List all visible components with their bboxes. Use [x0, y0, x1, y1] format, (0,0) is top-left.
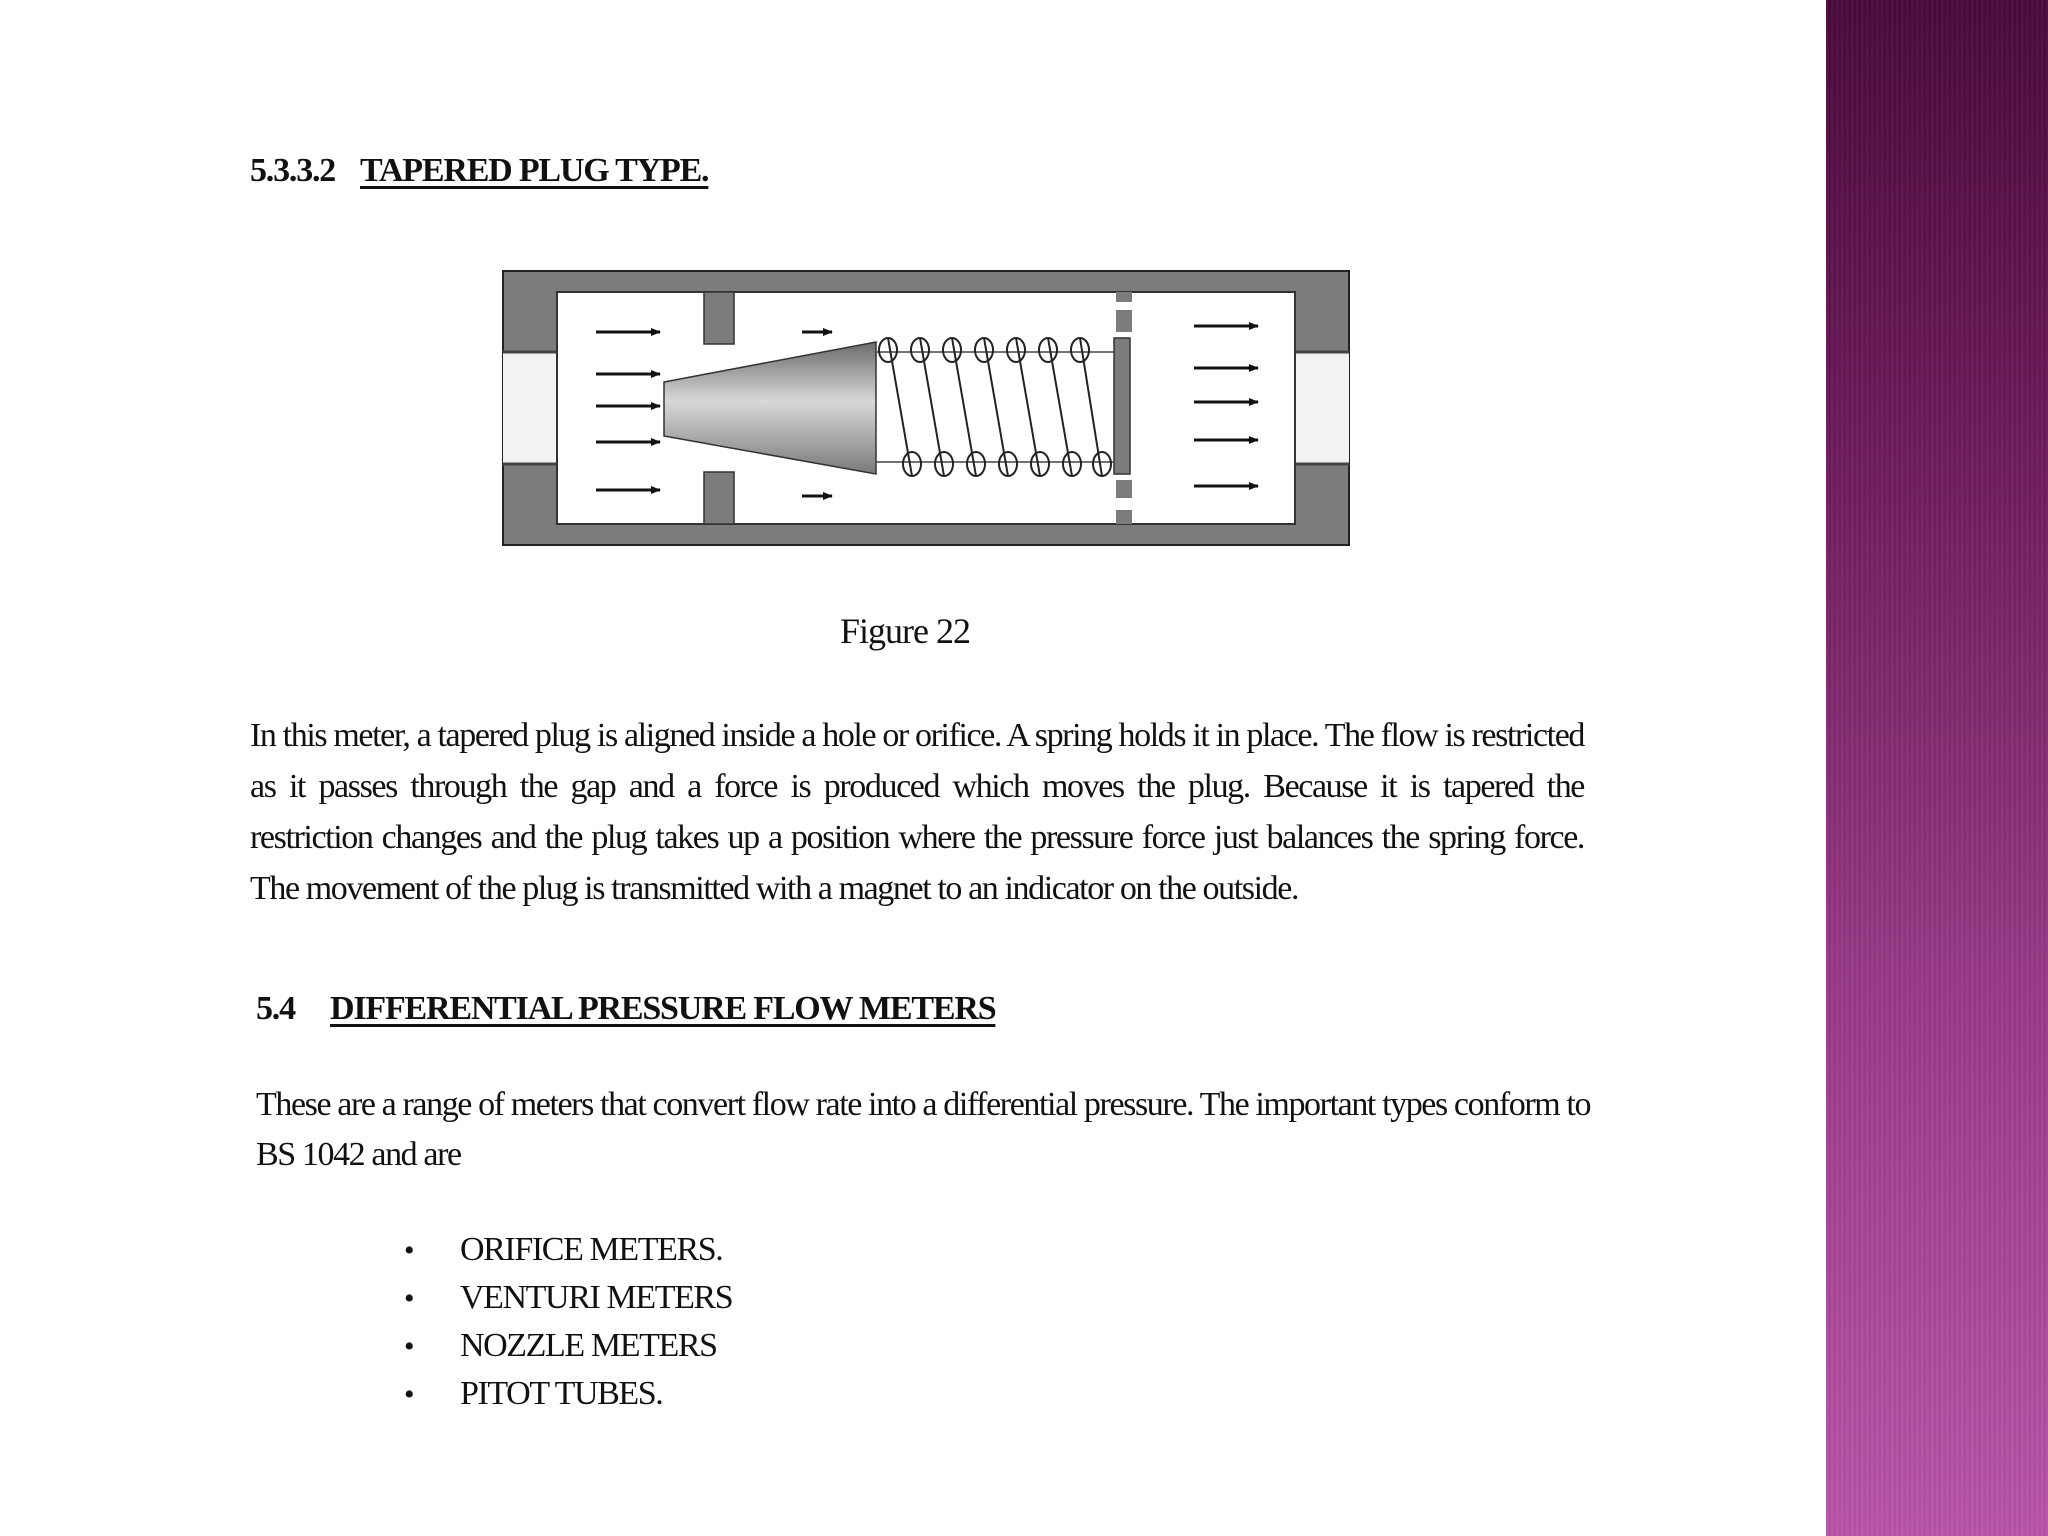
meter-types-list	[404, 1226, 732, 1418]
list-item: • VENTURI METERS	[404, 1274, 732, 1322]
section-title: DIFFERENTIAL PRESSURE FLOW METERS	[330, 990, 996, 1027]
decorative-sidebar	[1826, 0, 2048, 1536]
bullet-icon: •	[404, 1282, 414, 1315]
section-number: 5.4	[256, 990, 295, 1027]
section-number: 5.3.3.2	[250, 152, 336, 189]
tapered-plug-description: In this meter, a tapered plug is aligned inside a hole or orifice. A spring holds it in place. The flow is restricted as it passes through the gap and a force is produced which moves the plug. Because it is tapered the restriction changes and the plug takes up a position where the pressure force just balances the spring force. The movement of the plug is transmitted with a magnet to an indicator on the outside.	[250, 717, 1584, 907]
inlet-bore	[503, 352, 563, 464]
section-heading-tapered-plug	[250, 152, 708, 190]
differential-pressure-description: These are a range of meters that convert flow rate into a differential pressure. The important types conform to BS 1042 and are	[256, 1086, 1591, 1173]
bullet-icon: •	[404, 1234, 414, 1267]
bullet-icon: •	[404, 1330, 414, 1363]
list-item: • ORIFICE METERS.	[404, 1226, 732, 1274]
section-heading-differential-pressure	[256, 990, 995, 1028]
tapered-plug-flowmeter-diagram	[502, 270, 1350, 546]
list-item: • NOZZLE METERS	[404, 1322, 732, 1370]
bullet-icon: •	[404, 1378, 414, 1411]
orifice-plate-bottom	[704, 472, 734, 524]
spring-seat	[1114, 338, 1130, 474]
outlet-bore	[1288, 352, 1349, 464]
orifice-plate-top	[704, 292, 734, 344]
figure-caption: Figure 22	[840, 611, 970, 651]
list-item: • PITOT TUBES.	[404, 1370, 732, 1418]
section-title: TAPERED PLUG TYPE.	[360, 152, 709, 189]
